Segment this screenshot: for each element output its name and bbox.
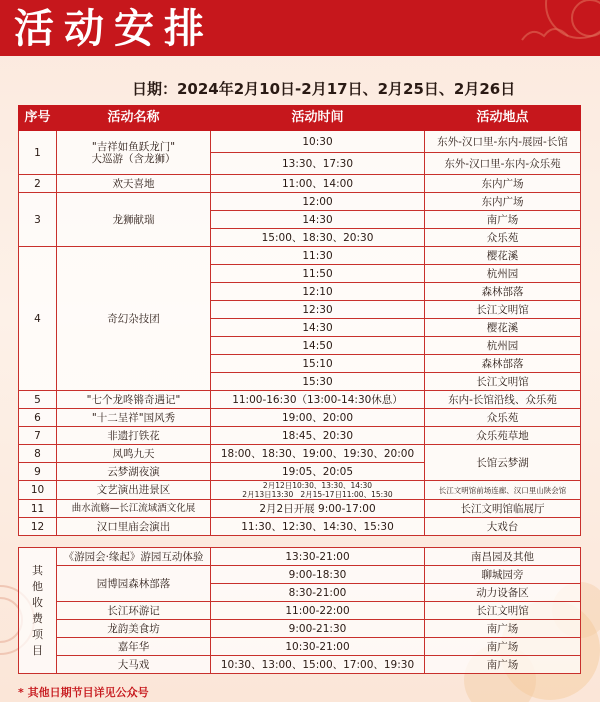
column-header-place: 活动地点 — [425, 106, 581, 131]
activity-name: 曲水流觞—长江流域酒文化展 — [57, 500, 211, 518]
fee-item-name: 《游园会·缘起》游园互动体验 — [57, 548, 211, 566]
activity-place: 众乐苑 — [425, 409, 581, 427]
row-number: 10 — [19, 481, 57, 500]
footnote: * 其他日期节目详见公众号 — [18, 686, 149, 699]
activity-name: 凤鸣九天 — [57, 445, 211, 463]
activity-place: 长江文明馆前场连廊、汉口里山陕会馆 — [425, 481, 581, 500]
fee-item-place: 动力设备区 — [425, 584, 581, 602]
activity-time: 15:30 — [211, 373, 425, 391]
fee-item-place: 南广场 — [425, 656, 581, 674]
activity-name: 龙狮献瑞 — [57, 193, 211, 247]
table-row — [19, 409, 581, 427]
row-number: 3 — [19, 193, 57, 247]
table-row — [19, 548, 581, 566]
activity-time: 12:30 — [211, 301, 425, 319]
row-number: 9 — [19, 463, 57, 481]
title-banner — [0, 0, 600, 56]
fee-label-char: 他 — [32, 579, 43, 593]
table-row — [19, 445, 581, 463]
cloud-ornament-icon — [482, 0, 600, 56]
table-row — [19, 391, 581, 409]
fee-item-time: 13:30-21:00 — [211, 548, 425, 566]
activity-time: 11:30 — [211, 247, 425, 265]
row-number: 2 — [19, 175, 57, 193]
fee-item-time: 9:00-21:30 — [211, 620, 425, 638]
activity-place: 南广场 — [425, 211, 581, 229]
activity-time: 14:30 — [211, 319, 425, 337]
fee-item-time: 8:30-21:00 — [211, 584, 425, 602]
fee-item-name: 大马戏 — [57, 656, 211, 674]
table-row — [19, 638, 581, 656]
activity-place: 森林部落 — [425, 355, 581, 373]
fee-item-place: 聊城园旁 — [425, 566, 581, 584]
fee-item-time: 10:30、13:00、15:00、17:00、19:30 — [211, 656, 425, 674]
fee-item-place: 南广场 — [425, 620, 581, 638]
activity-time: 19:00、20:00 — [211, 409, 425, 427]
fee-item-time: 11:00-22:00 — [211, 602, 425, 620]
table-row — [19, 566, 581, 584]
row-number: 12 — [19, 518, 57, 536]
row-number: 11 — [19, 500, 57, 518]
fee-table — [18, 547, 581, 674]
activity-name — [57, 131, 211, 175]
activity-time: 19:05、20:05 — [211, 463, 425, 481]
column-header-time: 活动时间 — [211, 106, 425, 131]
row-number: 4 — [19, 247, 57, 391]
activity-name: 文艺演出进景区 — [57, 481, 211, 500]
table-row — [19, 131, 581, 153]
activity-name: "七个龙咚锵奇遇记" — [57, 391, 211, 409]
activity-time: 12:10 — [211, 283, 425, 301]
fee-item-name: 园博园森林部落 — [57, 566, 211, 602]
activity-time-part: 2月13日13:30 — [242, 490, 294, 499]
row-number: 8 — [19, 445, 57, 463]
activity-place: 长江文明馆 — [425, 301, 581, 319]
activity-time: 18:00、18:30、19:00、19:30、20:00 — [211, 445, 425, 463]
activity-place: 森林部落 — [425, 283, 581, 301]
activity-name: "十二呈祥"国风秀 — [57, 409, 211, 427]
fee-item-place: 南昌园及其他 — [425, 548, 581, 566]
activity-time: 11:50 — [211, 265, 425, 283]
date-range: 日期：2024年2月10日-2月17日、2月25日、2月26日 — [132, 80, 516, 98]
fee-label-char: 其 — [32, 563, 43, 577]
table-row — [19, 518, 581, 536]
activity-place: 杭州园 — [425, 265, 581, 283]
activity-place: 长江文明馆 — [425, 373, 581, 391]
fee-item-time: 10:30-21:00 — [211, 638, 425, 656]
table-row — [19, 602, 581, 620]
activity-time: 11:00-16:30（13:00-14:30休息） — [211, 391, 425, 409]
activity-time: 14:50 — [211, 337, 425, 355]
activity-time: 11:00、14:00 — [211, 175, 425, 193]
schedule-table — [18, 105, 581, 536]
activity-place: 杭州园 — [425, 337, 581, 355]
fee-label-char: 项 — [32, 627, 43, 641]
fee-label-char: 目 — [32, 643, 43, 657]
activity-time: 13:30、17:30 — [211, 153, 425, 175]
activity-place: 大戏台 — [425, 518, 581, 536]
table-row — [19, 500, 581, 518]
activity-time: 12:00 — [211, 193, 425, 211]
fee-item-place: 南广场 — [425, 638, 581, 656]
table-row — [19, 656, 581, 674]
table-row — [19, 427, 581, 445]
activity-time-line2 — [213, 490, 422, 499]
activity-time: 10:30 — [211, 131, 425, 153]
activity-name: 欢天喜地 — [57, 175, 211, 193]
activity-time — [211, 481, 425, 500]
activity-place: 樱花溪 — [425, 247, 581, 265]
table-row — [19, 620, 581, 638]
fee-item-place: 长江文明馆 — [425, 602, 581, 620]
activity-place: 东外-汉口里-东内-展园-长馆 — [425, 131, 581, 153]
activity-name: 汉口里庙会演出 — [57, 518, 211, 536]
activity-place: 东外-汉口里-东内-众乐苑 — [425, 153, 581, 175]
activity-name-line1: "吉祥如鱼跃龙门" — [91, 140, 176, 153]
row-number: 5 — [19, 391, 57, 409]
table-row — [19, 175, 581, 193]
fee-section-label — [19, 548, 57, 674]
row-number: 1 — [19, 131, 57, 175]
activity-place: 樱花溪 — [425, 319, 581, 337]
activity-time: 15:10 — [211, 355, 425, 373]
table-row — [19, 247, 581, 265]
table-header-row — [19, 106, 581, 131]
activity-place: 众乐苑草地 — [425, 427, 581, 445]
table-row — [19, 481, 581, 500]
activity-place: 东内广场 — [425, 193, 581, 211]
activity-name: 奇幻杂技团 — [57, 247, 211, 391]
fee-item-name: 长江环游记 — [57, 602, 211, 620]
activity-name: 非遗打铁花 — [57, 427, 211, 445]
row-number: 6 — [19, 409, 57, 427]
activity-place: 东内广场 — [425, 175, 581, 193]
activity-place: 东内-长馆沿线、众乐苑 — [425, 391, 581, 409]
column-header-name: 活动名称 — [57, 106, 211, 131]
activity-name-line2: 大巡游（含龙狮） — [91, 152, 176, 165]
activity-time-part: 2月15-17日11:00、15:30 — [300, 490, 393, 499]
activity-time-line1: 2月12日10:30、13:30、14:30 — [262, 481, 373, 490]
fee-item-time: 9:00-18:30 — [211, 566, 425, 584]
activity-place: 长江文明馆临展厅 — [425, 500, 581, 518]
activity-place: 长馆云梦湖 — [425, 445, 581, 481]
activity-place: 众乐苑 — [425, 229, 581, 247]
activity-time: 15:00、18:30、20:30 — [211, 229, 425, 247]
activity-name: 云梦湖夜演 — [57, 463, 211, 481]
activity-time: 11:30、12:30、14:30、15:30 — [211, 518, 425, 536]
activity-time: 2月2日开展 9:00-17:00 — [211, 500, 425, 518]
table-row — [19, 193, 581, 211]
fee-item-name: 龙韵美食坊 — [57, 620, 211, 638]
fee-label-char: 收 — [32, 595, 43, 609]
page-title: 活动安排 — [14, 6, 214, 52]
column-header-no: 序号 — [19, 106, 57, 131]
activity-time: 18:45、20:30 — [211, 427, 425, 445]
fee-item-name: 嘉年华 — [57, 638, 211, 656]
row-number: 7 — [19, 427, 57, 445]
activity-time: 14:30 — [211, 211, 425, 229]
fee-label-char: 费 — [32, 611, 43, 625]
